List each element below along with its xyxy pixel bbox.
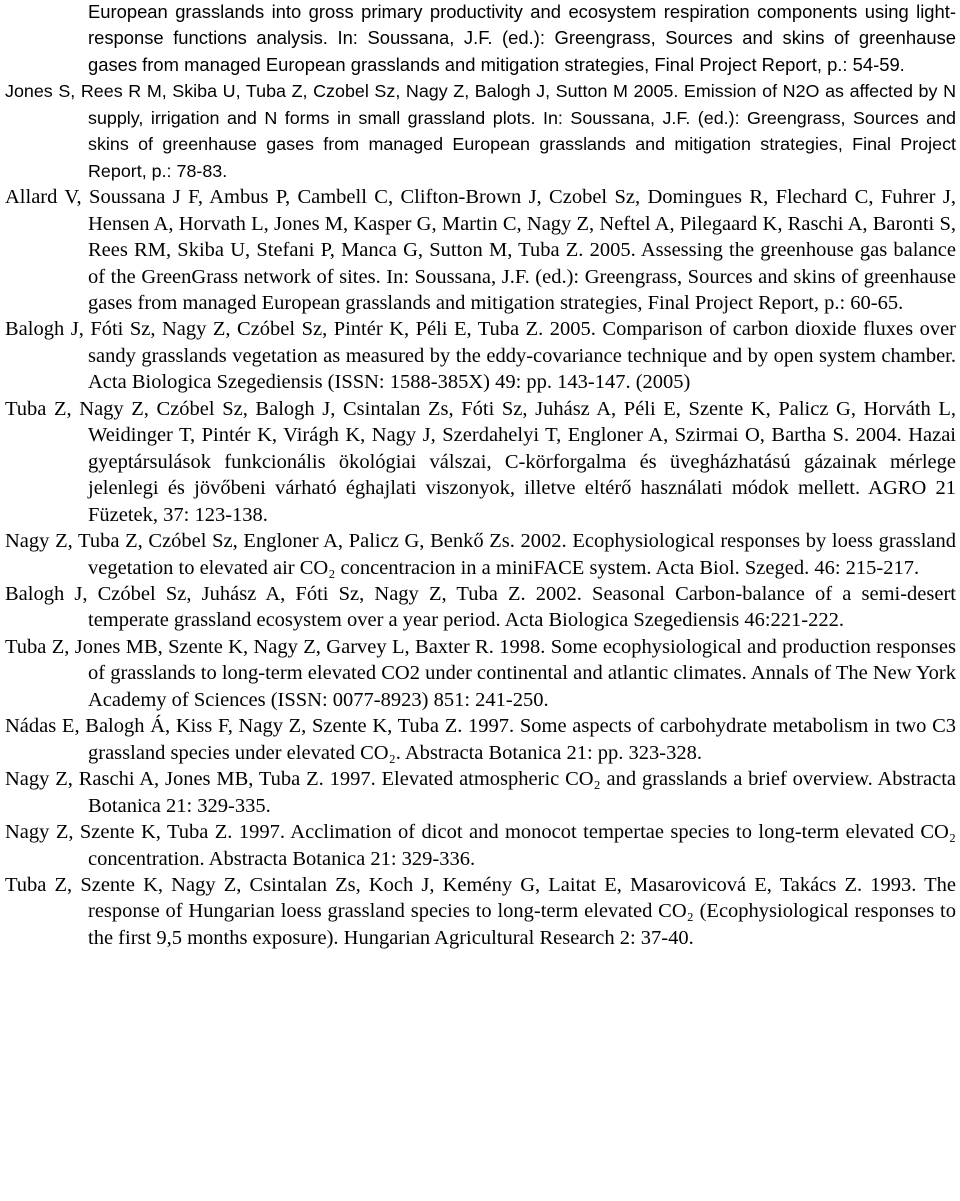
reference-item-1: European grasslands into gross primary productivity and ecosystem respiration components using light-response functions analysis. In: Soussana, J.F. (ed.): Greengrass, Sources and skins of greenhause gases from managed European grasslands and mitigation strategies, Final Project Report, p.: 54-59. [88,1,956,75]
reference-item-5: Tuba Z, Nagy Z, Czóbel Sz, Balogh J, Csintalan Zs, Fóti Sz, Juhász A, Péli E, Szente K, Palicz G, Horváth L, Weidinger T, Pintér K, Virágh K, Nagy J, Szerdahelyi T, Engloner A, Szirmai O, Bartha S. 2004. Hazai gyeptársulások funkcionális ökológiai válszai, C-körforgalma és üvegházhatású gázainak mérlege jelenlegi és jövőbeni várható éghajlati viszonyok, illetve eltérő használati módok mellett. AGRO 21 Füzetek, 37: 123-138. [5,397,956,526]
reference-list [5,0,956,951]
reference-item-2: Jones S, Rees R M, Skiba U, Tuba Z, Czobel Sz, Nagy Z, Balogh J, Sutton M 2005. Emission of N2O as affected by N supply, irrigation and N forms in small grassland plots. In: Soussana, J.F. (ed.): Greengrass, Sources and skins of greenhause gases from managed European grasslands and mitigation strategies, Final Project Report, p.: 78-83. [5,81,956,181]
reference-item-3 [5,184,956,316]
reference-item-10: Nagy Z, Raschi A, Jones MB, Tuba Z. 1997. Elevated atmospheric CO₂ and grasslands a brief overview. Abstracta Botanica 21: 329-335. [5,768,956,817]
reference-item-6: Nagy Z, Tuba Z, Czóbel Sz, Engloner A, Palicz G, Benkő Zs. 2002. Ecophysiological responses by loess grassland vegetation to elevated air CO₂ concentracion in a miniFACE system. Acta Biol. Szeged. 46: 215-217. [5,530,956,579]
reference-item-7: Balogh J, Czóbel Sz, Juhász A, Fóti Sz, Nagy Z, Tuba Z. 2002. Seasonal Carbon-balance of a semi-desert temperate grassland ecosystem over a year period. Acta Biologica Szegediensis 46:221-222. [5,582,956,632]
reference-item-3-tail: Greengrass, Sources and skins of greenhause gases from managed European grasslands and mitigation strategies, Final Project Report, p.: 60-65. [88,265,956,314]
reference-item-4: Balogh J, Fóti Sz, Nagy Z, Czóbel Sz, Pintér K, Péli E, Tuba Z. 2005. Comparison of carbon dioxide fluxes over sandy grasslands vegetation as measured by the eddy-covariance technique and by open system chamber. Acta Biologica Szegediensis (ISSN: 1588-385X) 49: pp. 143-147. (2005) [5,318,956,394]
reference-item-11: Nagy Z, Szente K, Tuba Z. 1997. Acclimation of dicot and monocot tempertae species to long-term elevated CO₂ concentration. Abstracta Botanica 21: 329-336. [5,821,956,870]
reference-item-9: Nádas E, Balogh Á, Kiss F, Nagy Z, Szente K, Tuba Z. 1997. Some aspects of carbohydrate metabolism in two C3 grassland species under elevated CO₂. Abstracta Botanica 21: pp. 323-328. [5,715,956,764]
reference-item-3-head: Allard V, Soussana J F, Ambus P, Cambell C, Clifton-Brown J, Czobel Sz, Domingues R, Flechard C, Fuhrer J, Hensen A, Horvath L, Jones M, Kasper G, Martin C, Nagy Z, Neftel A, Pilegaard K, Raschi A, Baronti S, Rees RM, Skiba U, Stefani P, Manca G, Sutton M, Tuba Z. 2005. Assessing the greenhouse gas balance of the GreenGrass network of sites. In: Soussana, J.F. (ed.): [5,186,956,288]
reference-item-12: Tuba Z, Szente K, Nagy Z, Csintalan Zs, Koch J, Kemény G, Laitat E, Masarovicová E, Takács Z. 1993. The response of Hungarian loess grassland species to long-term elevated CO₂ (Ecophysiological responses to the first 9,5 months exposure). Hungarian Agricultural Research 2: 37-40. [5,873,956,949]
reference-item-8: Tuba Z, Jones MB, Szente K, Nagy Z, Garvey L, Baxter R. 1998. Some ecophysiological and production responses of grasslands to long-term elevated CO2 under continental and atlantic climates. Annals of The New York Academy of Sciences (ISSN: 0077-8923) 851: 241-250. [5,635,956,711]
